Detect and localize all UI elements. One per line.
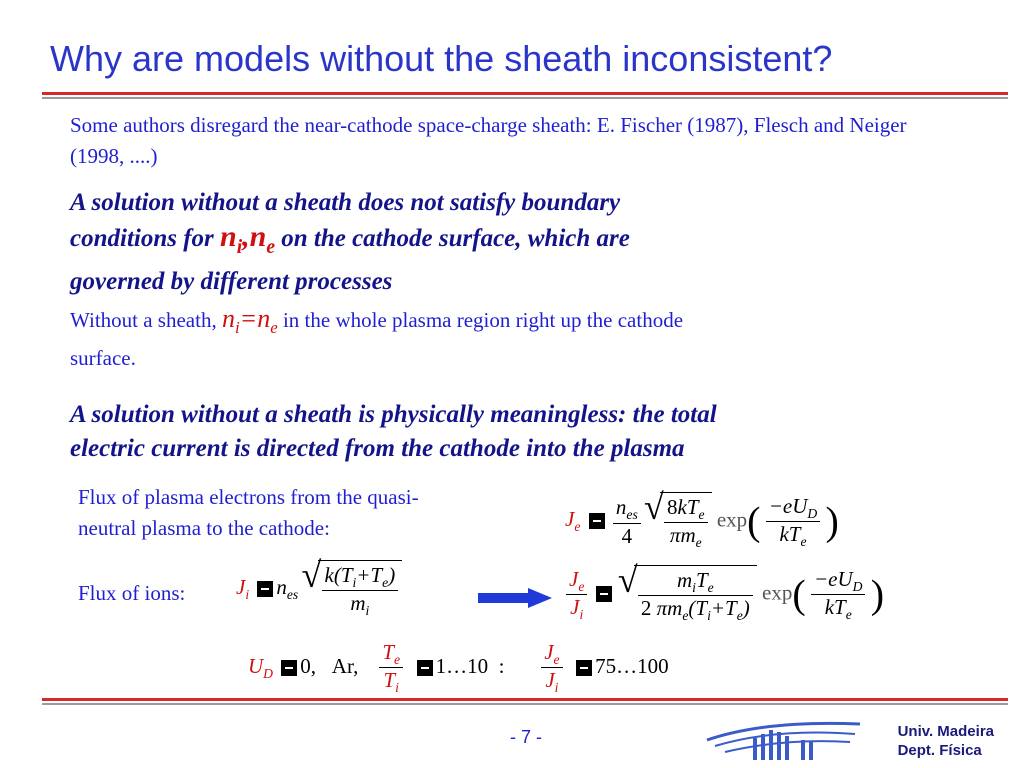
point-one-line2: conditions for $n_i,n_e$ on the cathode surface, which are — [70, 220, 630, 258]
parameter-values: $U_D$ 0, Ar, $\frac{T_e}{T_i}$ 1…10 : $\frac{J_e}{J_i}$ 75…100 — [248, 640, 669, 696]
arrow-right-icon — [478, 588, 552, 608]
flux-ions-label: Flux of ions: — [78, 581, 186, 605]
footer-rule-shadow — [42, 703, 1008, 705]
university-logo-icon — [705, 712, 865, 762]
page-title: Why are models without the sheath inconsistent? — [50, 38, 833, 79]
ni-equals-ne: $n_i=n_e$ — [221, 304, 278, 337]
current-ratio-formula: $\frac{J_e}{J_i}$ √ $\frac{m_iT_e}{2 \pi m_e(T_i+T_e)}$ exp( $\frac{-eU_D}{kT_e}$ ) — [566, 565, 884, 624]
flux-electrons-label: Flux of plasma electrons from the quasi- neutral plasma to the cathode: — [78, 485, 419, 540]
sheath-note: Without a sheath, $n_i=n_e$ in the whole plasma region right up the cathode surface. — [70, 304, 684, 370]
ion-flux-formula: $J_i$ $n_{es}$ √ $\frac{k(T_i+T_e)}{m_i}$ — [236, 560, 402, 619]
electron-flux-formula: $J_e$ $\frac{n_{es}}{4}$ √ $\frac{8kT_e}{\pi m_e}$ exp( $\frac{-eU_D}{kT_e}$ ) — [565, 492, 839, 551]
page-number: - 7 - — [510, 727, 543, 747]
point-two: A solution without a sheath is physically meaningless: the total electric current is directed from the cathode into the plasma — [70, 401, 717, 462]
ni-ne-symbols: $n_i,n_e$ — [220, 220, 275, 258]
title-rule — [42, 92, 1008, 95]
footer-rule — [42, 698, 1008, 701]
point-one-line3: governed by different processes — [70, 267, 393, 295]
point-one-line1: A solution without a sheath does not satisfy boundary — [70, 189, 621, 216]
intro-text: Some authors disregard the near-cathode space-charge sheath: E. Fischer (1987), Flesch and Neiger (1998, ....) — [70, 113, 907, 168]
university-name: Univ. Madeira Dept. Física — [897, 723, 994, 759]
title-rule-shadow — [42, 97, 1008, 99]
point-one — [70, 186, 970, 299]
